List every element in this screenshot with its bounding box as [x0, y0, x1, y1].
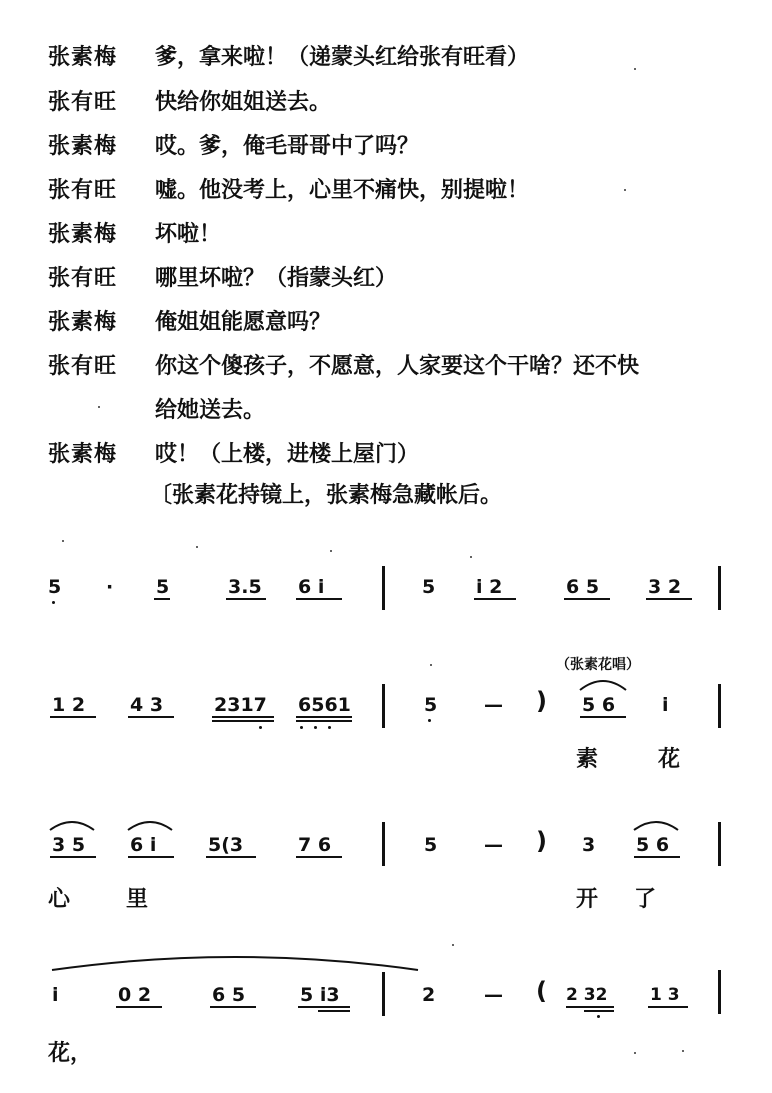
underline — [584, 1010, 614, 1012]
underline — [648, 1006, 688, 1008]
speaker-name: 张素梅 — [48, 222, 118, 247]
tie — [50, 950, 420, 974]
underline — [296, 720, 352, 722]
underline — [210, 1006, 256, 1008]
scan-speck — [452, 944, 454, 946]
dialogue-line — [0, 308, 772, 348]
note: 5 — [424, 694, 438, 716]
dialogue-text: 哎。爹，俺毛哥哥中了吗？ — [155, 134, 420, 159]
scan-speck — [634, 1052, 636, 1054]
underline — [154, 598, 170, 600]
slur — [126, 818, 174, 832]
speaker-name: 张有旺 — [48, 178, 118, 203]
note: 5 i3 — [300, 984, 340, 1006]
underline — [566, 1006, 614, 1008]
low-octave-dot — [428, 719, 431, 722]
scan-speck — [98, 406, 100, 408]
underline — [564, 598, 610, 600]
note: 5 — [424, 834, 438, 856]
barline — [718, 822, 721, 866]
note: 7 6 — [298, 834, 332, 856]
slur — [48, 818, 96, 832]
speaker-name: 张有旺 — [48, 90, 118, 115]
slur — [578, 676, 628, 692]
underline — [50, 716, 96, 718]
dialogue-line — [0, 132, 772, 172]
lyric: 里 — [126, 887, 149, 912]
underline — [296, 716, 352, 718]
note: 4 3 — [130, 694, 164, 716]
scan-speck — [330, 550, 332, 552]
note: 2 32 — [566, 985, 608, 1005]
note: 6 5 — [212, 984, 246, 1006]
note: 1 3 — [650, 985, 680, 1005]
note: 3.5 — [228, 576, 262, 598]
dialogue-line — [0, 220, 772, 260]
scan-speck — [624, 189, 626, 191]
barline — [718, 970, 721, 1014]
low-octave-dot — [597, 1015, 600, 1018]
speaker-name: 张素梅 — [48, 310, 118, 335]
note: 3 — [582, 834, 596, 856]
scan-speck — [470, 556, 472, 558]
barline — [382, 566, 385, 610]
slur — [632, 818, 680, 832]
low-octave-dot — [314, 726, 317, 729]
note: i 2 — [476, 576, 503, 598]
note: 2317 — [214, 694, 267, 716]
barline — [382, 822, 385, 866]
note: 0 2 — [118, 984, 152, 1006]
dialogue-line — [0, 43, 772, 83]
lyric: 花， — [48, 1041, 93, 1066]
speaker-name: 张有旺 — [48, 354, 118, 379]
note: 3 5 — [52, 834, 86, 856]
underline — [318, 1010, 350, 1012]
underline — [580, 716, 626, 718]
scan-speck — [682, 1050, 684, 1052]
note: 6 i — [130, 834, 157, 856]
underline — [296, 856, 342, 858]
paren: ( — [536, 977, 547, 1005]
note: i — [662, 694, 669, 716]
barline — [382, 972, 385, 1016]
underline — [128, 716, 174, 718]
note: 2 — [422, 984, 436, 1006]
note: 6561 — [298, 694, 351, 716]
dash: — — [484, 694, 503, 716]
lyric: 开 — [576, 887, 599, 912]
note: 5 — [422, 576, 436, 598]
low-octave-dot — [259, 726, 262, 729]
paren: ) — [536, 687, 547, 715]
note: 5(3 — [208, 834, 244, 856]
underline — [296, 598, 342, 600]
low-octave-dot — [52, 601, 55, 604]
stage-direction: 〔张素花持镜上，张素梅急藏帐后。 — [150, 483, 503, 508]
dialogue-line — [0, 352, 772, 423]
dialogue-text: 俺姐姐能愿意吗？ — [155, 310, 332, 335]
underline — [128, 856, 174, 858]
dialogue-continuation: 给她送去。 — [155, 398, 266, 423]
dialogue-text: 你这个傻孩子，不愿意，人家要这个干啥？还不快 — [155, 354, 640, 379]
barline — [718, 566, 721, 610]
dialogue-line — [0, 440, 772, 480]
underline — [298, 1006, 350, 1008]
note-dot: · — [106, 576, 114, 598]
underline — [646, 598, 692, 600]
singer-cue: （张素花唱） — [556, 657, 640, 673]
underline — [212, 720, 274, 722]
note: 5 6 — [636, 834, 670, 856]
note: 1 2 — [52, 694, 86, 716]
dialogue-line — [0, 88, 772, 128]
note: 3 2 — [648, 576, 682, 598]
dialogue-text: 哎！（上楼，进楼上屋门） — [155, 442, 420, 467]
scan-speck — [196, 546, 198, 548]
dash: — — [484, 834, 503, 856]
dialogue-text: 嘘。他没考上，心里不痛快，别提啦！ — [155, 178, 530, 203]
scan-speck — [62, 540, 64, 542]
lyric: 花 — [658, 747, 681, 772]
lyric: 素 — [576, 747, 599, 772]
dialogue-line — [0, 176, 772, 216]
dialogue-line — [0, 264, 772, 304]
underline — [634, 856, 680, 858]
speaker-name: 张素梅 — [48, 134, 118, 159]
dialogue-text: 快给你姐姐送去。 — [155, 90, 332, 115]
paren: ) — [536, 827, 547, 855]
speaker-name: 张素梅 — [48, 45, 118, 70]
scan-speck — [634, 68, 636, 70]
note: 6 5 — [566, 576, 600, 598]
underline — [50, 856, 96, 858]
underline — [206, 856, 256, 858]
underline — [116, 1006, 162, 1008]
dialogue-text: 哪里坏啦？（指蒙头红） — [155, 266, 398, 291]
note: 6 i — [298, 576, 325, 598]
dialogue-text: 爹，拿来啦！（递蒙头红给张有旺看） — [155, 45, 530, 70]
lyric: 了 — [634, 887, 657, 912]
underline — [212, 716, 274, 718]
dialogue-text: 坏啦！ — [155, 222, 222, 247]
low-octave-dot — [300, 726, 303, 729]
speaker-name: 张有旺 — [48, 266, 118, 291]
lyric: 心 — [48, 887, 71, 912]
scan-speck — [430, 664, 432, 666]
note: 5 — [156, 576, 170, 598]
barline — [382, 684, 385, 728]
barline — [718, 684, 721, 728]
note: 5 6 — [582, 694, 616, 716]
underline — [226, 598, 266, 600]
dash: — — [484, 984, 503, 1006]
underline — [474, 598, 516, 600]
note: 5 — [48, 576, 62, 598]
low-octave-dot — [328, 726, 331, 729]
speaker-name: 张素梅 — [48, 442, 118, 467]
note: i — [52, 984, 59, 1006]
